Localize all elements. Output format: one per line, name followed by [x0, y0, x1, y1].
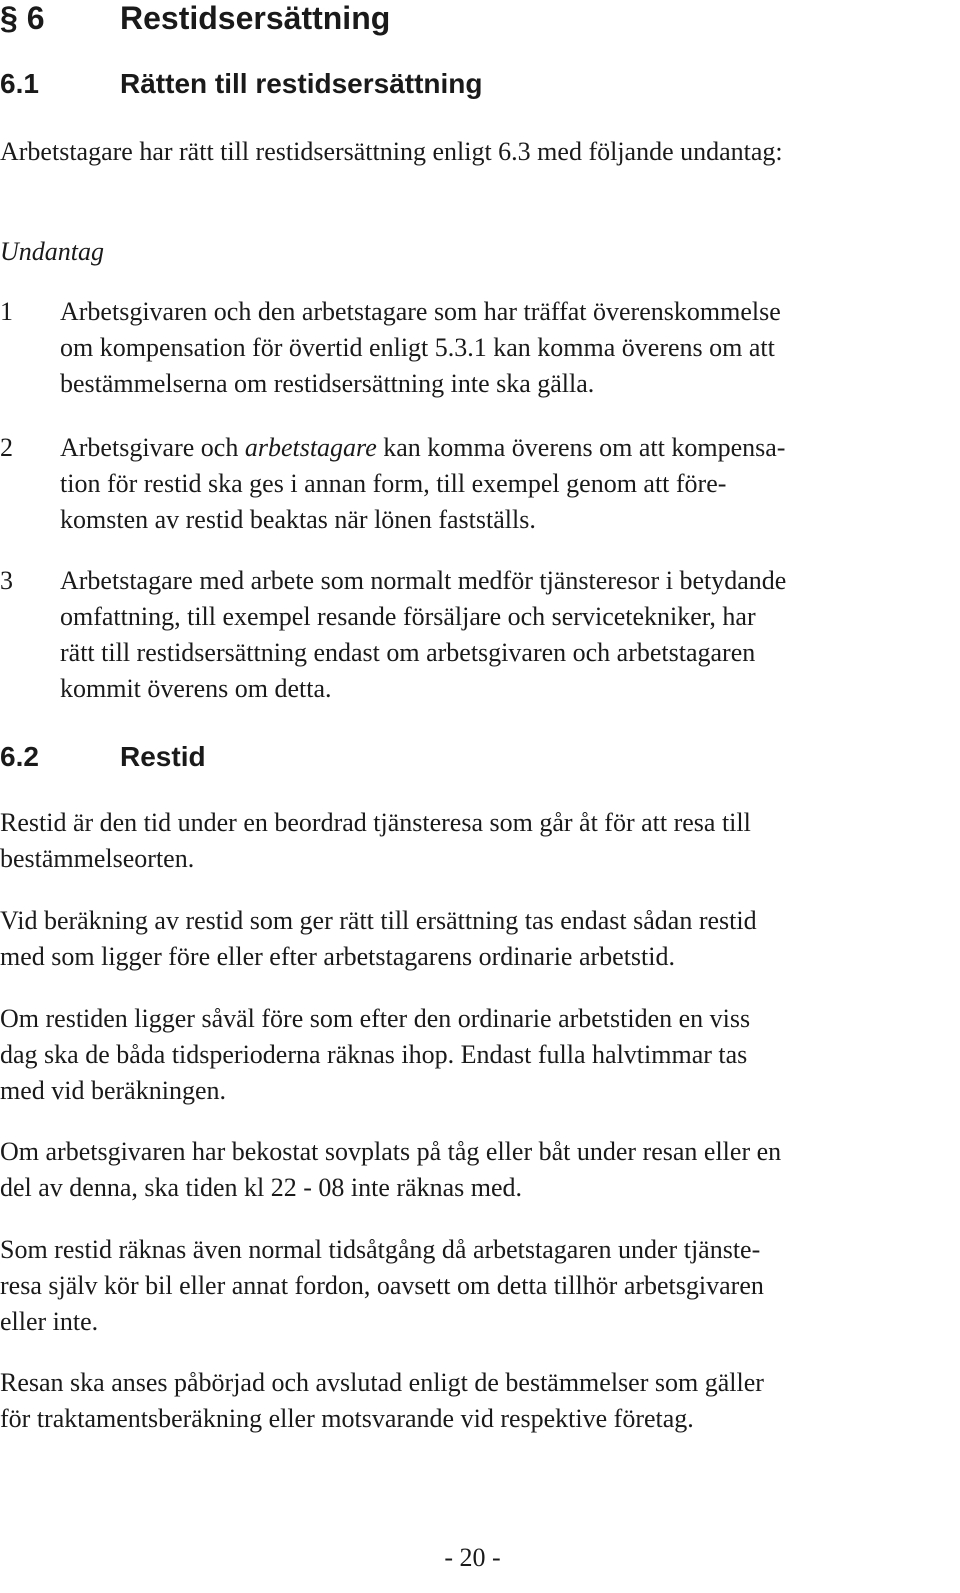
intro-paragraph: Arbetstagare har rätt till restidsersättning enligt 6.3 med följande undantag: [0, 137, 783, 166]
paragraph-line: för traktamentsberäkning eller motsvarande vid respektive företag. [0, 1404, 694, 1433]
paragraph [0, 1365, 945, 1437]
exception-line: om kompensation för övertid enligt 5.3.1 kan komma överens om att [60, 333, 775, 362]
subsection-number: 6.1 [0, 68, 39, 99]
paragraph [0, 1232, 945, 1340]
paragraph-line: Resan ska anses påbörjad och avslutad enligt de bestämmelser som gäller [0, 1368, 764, 1397]
paragraph [0, 903, 945, 975]
paragraph [0, 1001, 945, 1109]
paragraph-line: dag ska de båda tidsperioderna räknas ihop. Endast fulla halvtimmar tas [0, 1040, 748, 1069]
exception-text: Arbetsgivare och [60, 433, 245, 462]
exception-line: Arbetsgivaren och den arbetstagare som har träffat överenskommelse [60, 297, 781, 326]
exception-line: rätt till restidsersättning endast om arbetsgivaren och arbetstagaren [60, 638, 756, 667]
subsection-heading-6-1 [0, 67, 483, 101]
section-title: Restidsersättning [120, 0, 391, 36]
exception-item-3 [0, 563, 945, 707]
exception-number: 2 [0, 433, 13, 462]
exception-italic-term: arbetstagare [244, 433, 377, 462]
subsection-title: Rätten till restidsersättning [120, 68, 483, 99]
paragraph-line: resa själv kör bil eller annat fordon, oavsett om detta tillhör arbetsgivaren [0, 1271, 764, 1300]
exception-line: komsten av restid beaktas när lönen fastställs. [60, 505, 536, 534]
page-number: - 20 - [444, 1543, 501, 1572]
exception-line: bestämmelserna om restidsersättning inte ska gälla. [60, 369, 595, 398]
section-number: § 6 [0, 0, 45, 36]
exception-item-2 [0, 430, 945, 538]
exception-line: omfattning, till exempel resande försäljare och servicetekniker, har [60, 602, 756, 631]
exception-text: kan komma överens om att kompensa- [376, 433, 786, 462]
exception-item-1 [0, 294, 945, 402]
subsection-number: 6.2 [0, 741, 39, 772]
exception-line: tion för restid ska ges i annan form, till exempel genom att före- [60, 469, 727, 498]
subsection-heading-6-2 [0, 740, 206, 774]
paragraph-line: Om restiden ligger såväl före som efter den ordinarie arbetstiden en viss [0, 1004, 751, 1033]
exception-number: 3 [0, 566, 13, 595]
paragraph [0, 805, 945, 877]
exception-line [60, 430, 945, 466]
exception-line: kommit överens om detta. [60, 674, 332, 703]
section-heading [0, 0, 390, 36]
paragraph-line: del av denna, ska tiden kl 22 - 08 inte räknas med. [0, 1173, 523, 1202]
paragraph [0, 1134, 945, 1206]
exceptions-heading: Undantag [0, 237, 104, 266]
exception-number: 1 [0, 297, 13, 326]
exception-line: Arbetstagare med arbete som normalt medför tjänsteresor i betydande [60, 566, 787, 595]
paragraph-line: eller inte. [0, 1307, 99, 1336]
paragraph-line: med vid beräkningen. [0, 1076, 226, 1105]
paragraph-line: med som ligger före eller efter arbetstagarens ordinarie arbetstid. [0, 942, 675, 971]
paragraph-line: Som restid räknas även normal tidsåtgång då arbetstagaren under tjänste- [0, 1235, 761, 1264]
paragraph-line: Vid beräkning av restid som ger rätt till ersättning tas endast sådan restid [0, 906, 757, 935]
subsection-title: Restid [120, 741, 206, 772]
paragraph-line: Restid är den tid under en beordrad tjänsteresa som går åt för att resa till [0, 808, 751, 837]
paragraph-line: bestämmelseorten. [0, 844, 195, 873]
paragraph-line: Om arbetsgivaren har bekostat sovplats på tåg eller båt under resan eller en [0, 1137, 782, 1166]
